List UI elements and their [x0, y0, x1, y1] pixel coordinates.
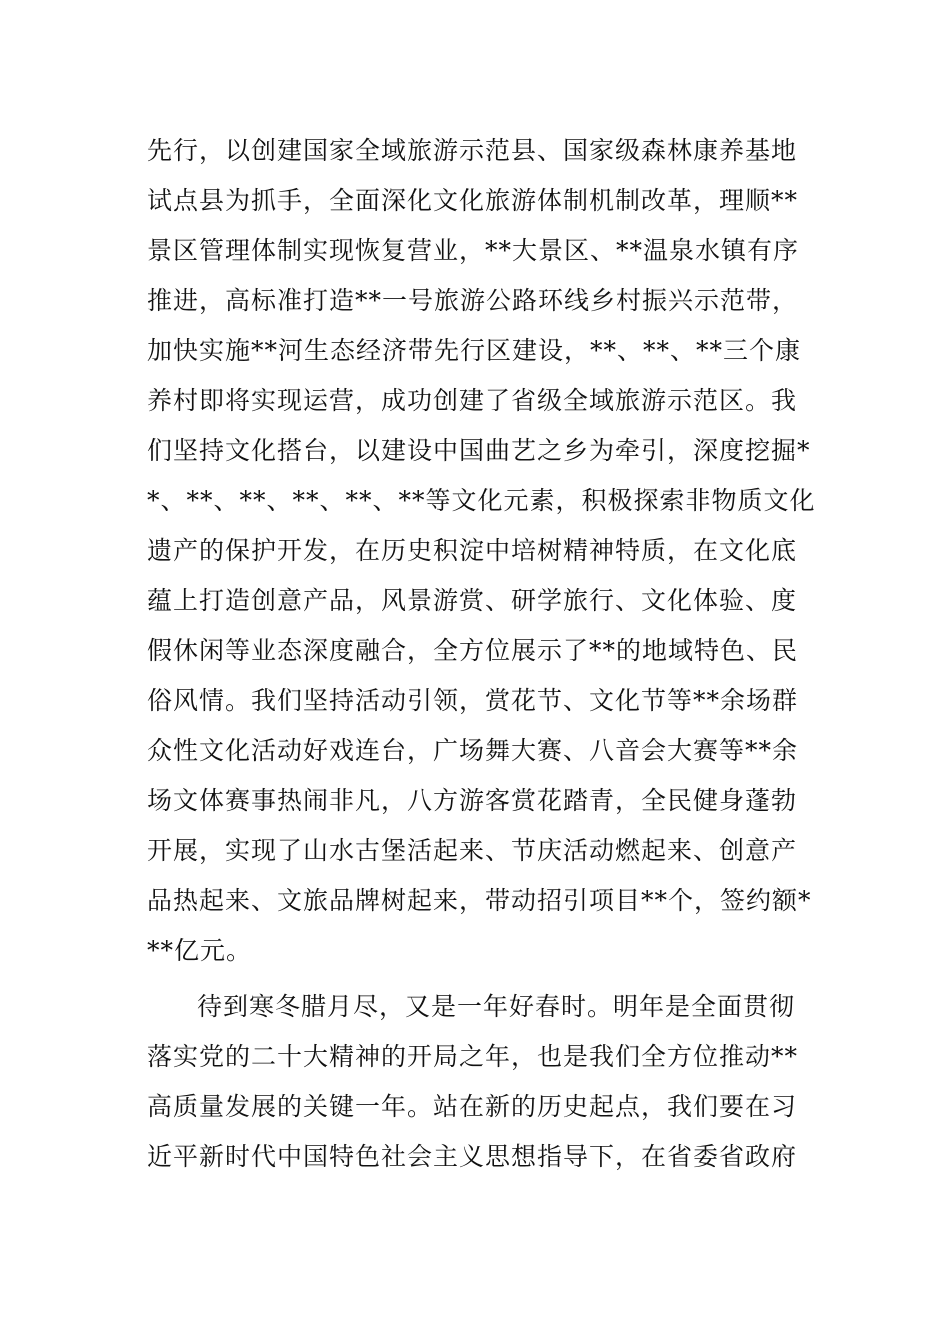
paragraph-line: 待到寒冬腊月尽，又是一年好春时。明年是全面贯彻 [197, 992, 796, 1021]
paragraph-line: 蕴上打造创意产品，风景游赏、研学旅行、文化体验、度 [147, 586, 798, 615]
paragraph-line: 场文体赛事热闹非凡，八方游客赏花踏青，全民健身蓬勃 [147, 786, 798, 815]
paragraph-line: 养村即将实现运营，成功创建了省级全域旅游示范区。我 [147, 386, 798, 415]
paragraph-line: 落实党的二十大精神的开局之年，也是我们全方位推动** [147, 1042, 799, 1071]
paragraph-line: *、**、**、**、**、**等文化元素，积极探索非物质文化 [147, 486, 816, 515]
paragraph-line: 假休闲等业态深度融合，全方位展示了**的地域特色、民 [147, 636, 799, 665]
paragraph-line: 试点县为抓手，全面深化文化旅游体制机制改革，理顺** [147, 186, 799, 215]
paragraph-line: 高质量发展的关键一年。站在新的历史起点，我们要在习 [147, 1092, 798, 1121]
paragraph-line: 俗风情。我们坚持活动引领，赏花节、文化节等**余场群 [147, 686, 799, 715]
paragraph-line: 遗产的保护开发，在历史积淀中培树精神特质，在文化底 [147, 536, 798, 565]
paragraph-line: 近平新时代中国特色社会主义思想指导下，在省委省政府 [147, 1142, 798, 1171]
paragraph-line: 品热起来、文旅品牌树起来，带动招引项目**个，签约额* [147, 886, 812, 915]
paragraph-line: 们坚持文化搭台，以建设中国曲艺之乡为牵引，深度挖掘* [147, 436, 811, 465]
paragraph-line: 景区管理体制实现恢复营业，**大景区、**温泉水镇有序 [147, 236, 800, 265]
paragraph-line: 开展，实现了山水古堡活起来、节庆活动燃起来、创意产 [147, 836, 798, 865]
paragraph-line: 众性文化活动好戏连台，广场舞大赛、八音会大赛等**余 [147, 736, 799, 765]
paragraph-line: 推进，高标准打造**一号旅游公路环线乡村振兴示范带， [147, 286, 799, 315]
paragraph-line: 先行，以创建国家全域旅游示范县、国家级森林康养基地 [147, 136, 798, 165]
paragraph-line: 加快实施**河生态经济带先行区建设，**、**、**三个康 [147, 336, 802, 365]
paragraph-line: **亿元。 [147, 936, 253, 965]
